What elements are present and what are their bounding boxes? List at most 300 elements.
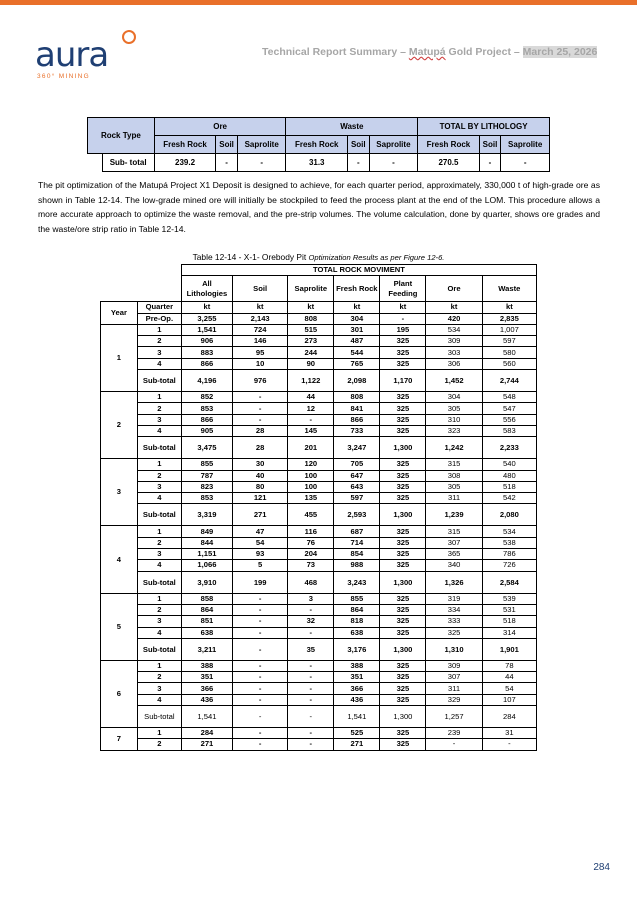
table-cell: 480 (482, 470, 536, 481)
table-cell: 1,007 (482, 324, 536, 335)
header-title-prefix: Technical Report Summary – (262, 46, 409, 58)
subtotal-cell: 1,541 (334, 706, 380, 728)
table-cell: - (426, 739, 482, 750)
table-cell: 864 (181, 604, 232, 615)
table-cell: - (288, 672, 334, 683)
table-cell: 319 (426, 593, 482, 604)
table-cell: 883 (181, 347, 232, 358)
year-header: Year (101, 302, 138, 325)
table-cell: 100 (288, 481, 334, 492)
subtotal-label: Sub-total (137, 504, 181, 526)
unit-cell: kt (380, 302, 426, 313)
table-row (101, 414, 537, 425)
body-paragraph: The pit optimization of the Matupá Project X1 Deposit is designed to achieve, for each quarter period, approximately, 330,000 t of high-grade ore as shown in Table 12-14. The low-grade mined ore will initially be stockpiled to feed the process plant at the end of the LOM. This procedure allows a more accurate approach to optimize the waste removal, and the pre-strip volumes. The volume calculation, done by quarter, shows ore grades and the waste/ore strip ratio in Table 12-14. (38, 180, 600, 234)
table-cell: - (501, 154, 550, 172)
table-cell: 724 (233, 324, 288, 335)
subtotal-cell: 1,452 (426, 370, 482, 392)
table-cell: 309 (426, 336, 482, 347)
table-cell: 325 (380, 403, 426, 414)
table-cell: 597 (334, 493, 380, 504)
table-cell: 120 (288, 459, 334, 470)
subtotal-cell: - (233, 706, 288, 728)
quarter-cell: 2 (137, 336, 181, 347)
table-cell: - (233, 392, 288, 403)
table-cell: - (479, 154, 501, 172)
subtotal-label: Sub-total (137, 706, 181, 728)
table-cell: - (233, 414, 288, 425)
subtotal-cell: 1,257 (426, 706, 482, 728)
table-cell: 73 (288, 560, 334, 571)
table-cell: - (482, 739, 536, 750)
table-cell: 121 (233, 493, 288, 504)
table-cell: 714 (334, 537, 380, 548)
total-rock-movement-header: TOTAL ROCK MOVIMENT (181, 265, 536, 276)
subtotal-cell: 976 (233, 370, 288, 392)
table-cell: 638 (181, 627, 232, 638)
subtotal-row (101, 370, 537, 392)
table-cell: 76 (288, 537, 334, 548)
table-cell: 864 (334, 604, 380, 615)
table-cell: 851 (181, 616, 232, 627)
table-cell: 556 (482, 414, 536, 425)
table-cell: 271 (334, 739, 380, 750)
subtotal-cell: - (233, 638, 288, 660)
subtotal-cell: 2,744 (482, 370, 536, 392)
subtotal-cell: 3,211 (181, 638, 232, 660)
table-row (101, 660, 537, 671)
table-row (101, 694, 537, 705)
table-cell: 2,143 (233, 313, 288, 324)
lithology-subheader: Soil (347, 136, 369, 154)
table-cell: - (233, 593, 288, 604)
quarter-header: Quarter (137, 302, 181, 313)
quarter-cell: 1 (137, 728, 181, 739)
table-cell: - (288, 660, 334, 671)
table-cell: 726 (482, 560, 536, 571)
table-cell: 325 (380, 728, 426, 739)
table-row (101, 616, 537, 627)
table-cell: 325 (380, 526, 426, 537)
table-cell: 852 (181, 392, 232, 403)
subtotal-cell: 3,910 (181, 571, 232, 593)
logo-ring-icon (122, 30, 136, 44)
subtotal-cell: 468 (288, 571, 334, 593)
table-cell: 855 (181, 459, 232, 470)
rock-type-header: Rock Type (88, 118, 155, 154)
table-cell: 3 (288, 593, 334, 604)
table-cell: 12 (288, 403, 334, 414)
table-cell: 40 (233, 470, 288, 481)
table-row (101, 493, 537, 504)
quarter-cell: 2 (137, 739, 181, 750)
table-cell: - (233, 403, 288, 414)
table-cell: 273 (288, 336, 334, 347)
subtotal-cell: 3,319 (181, 504, 232, 526)
quarter-cell: 2 (137, 537, 181, 548)
quarter-cell: 3 (137, 683, 181, 694)
subtotal-cell: 1,326 (426, 571, 482, 593)
table-cell: 547 (482, 403, 536, 414)
table-cell: 538 (482, 537, 536, 548)
table-cell: 638 (334, 627, 380, 638)
table-cell: 284 (181, 728, 232, 739)
table-cell: - (233, 683, 288, 694)
table-cell: 307 (426, 537, 482, 548)
table-cell: - (233, 694, 288, 705)
year-cell: 3 (101, 459, 138, 526)
table-cell: 311 (426, 493, 482, 504)
table-cell: 849 (181, 526, 232, 537)
table-cell: 1,151 (181, 549, 232, 560)
table-row (101, 728, 537, 739)
table-cell: 315 (426, 526, 482, 537)
table-cell: - (233, 627, 288, 638)
table-cell: 146 (233, 336, 288, 347)
subtotal-cell: 271 (233, 504, 288, 526)
table-cell: 1,066 (181, 560, 232, 571)
subtotal-cell: 3,176 (334, 638, 380, 660)
subtotal-label: Sub-total (137, 437, 181, 459)
table-cell: 325 (380, 593, 426, 604)
table-cell: 988 (334, 560, 380, 571)
subtotal-cell: 28 (233, 437, 288, 459)
header-accent-bar (0, 0, 637, 5)
table-cell: 311 (426, 683, 482, 694)
table-cell: 325 (380, 694, 426, 705)
table-cell: 325 (380, 347, 426, 358)
table-cell: 334 (426, 604, 482, 615)
table-row (101, 672, 537, 683)
table-row (101, 403, 537, 414)
table-cell: 135 (288, 493, 334, 504)
table-cell: 436 (181, 694, 232, 705)
year-cell: 4 (101, 526, 138, 593)
table-cell: 32 (288, 616, 334, 627)
table-cell: - (237, 154, 286, 172)
table-cell: 765 (334, 358, 380, 369)
column-header: Fresh Rock (334, 276, 380, 302)
quarter-cell: 2 (137, 403, 181, 414)
preop-label: Pre-Op. (137, 313, 181, 324)
table-cell: 560 (482, 358, 536, 369)
table-cell: 388 (334, 660, 380, 671)
quarter-cell: 4 (137, 493, 181, 504)
table-cell: 325 (380, 459, 426, 470)
subtotal-row (101, 504, 537, 526)
table-cell: 515 (288, 324, 334, 335)
table-cell: 823 (181, 481, 232, 492)
table-cell: 325 (380, 683, 426, 694)
table-row (101, 537, 537, 548)
table-cell: 325 (380, 493, 426, 504)
blank-cell (101, 265, 182, 276)
table-cell: 54 (233, 537, 288, 548)
subtotal-cell: 3,247 (334, 437, 380, 459)
table-cell: 239 (426, 728, 482, 739)
table-cell: 309 (426, 660, 482, 671)
table-cell: 95 (233, 347, 288, 358)
table-cell: 366 (181, 683, 232, 694)
quarter-cell: 4 (137, 425, 181, 436)
table-cell: - (233, 616, 288, 627)
table-row (101, 425, 537, 436)
lithology-subheader: Saprolite (237, 136, 286, 154)
table-cell: 866 (181, 358, 232, 369)
table-cell: 306 (426, 358, 482, 369)
table-cell: 518 (482, 616, 536, 627)
year-cell: 5 (101, 593, 138, 660)
table-row (101, 604, 537, 615)
table-cell: 325 (380, 560, 426, 571)
quarter-cell: 1 (137, 392, 181, 403)
table-cell: 301 (334, 324, 380, 335)
table-row (101, 470, 537, 481)
table-cell: - (380, 313, 426, 324)
subtotal-cell: 1,122 (288, 370, 334, 392)
table-cell: 325 (380, 627, 426, 638)
quarter-cell: 1 (137, 660, 181, 671)
table-cell: 854 (334, 549, 380, 560)
logo-wordmark: aura (35, 35, 109, 75)
table-cell: 325 (380, 604, 426, 615)
table-cell: 534 (482, 526, 536, 537)
table-cell: - (233, 604, 288, 615)
table-caption (0, 252, 637, 262)
subtotal-cell: 2,593 (334, 504, 380, 526)
table-cell: 542 (482, 493, 536, 504)
subtotal-cell: 199 (233, 571, 288, 593)
subtotal-cell: 2,098 (334, 370, 380, 392)
table-cell: 705 (334, 459, 380, 470)
table-cell: 195 (380, 324, 426, 335)
subtotal-row (101, 706, 537, 728)
table-cell: 853 (181, 403, 232, 414)
table-cell: 518 (482, 481, 536, 492)
subtotal-cell: 1,242 (426, 437, 482, 459)
lithology-subheader: Saprolite (369, 136, 418, 154)
table-row (101, 324, 537, 335)
table-cell: 580 (482, 347, 536, 358)
table-cell: 303 (426, 347, 482, 358)
table-cell: 145 (288, 425, 334, 436)
table-cell: 325 (380, 616, 426, 627)
logo-tagline: 360° MINING (37, 73, 91, 80)
subtotal-cell: 1,170 (380, 370, 426, 392)
header-date: March 25, 2026 (522, 46, 598, 58)
quarter-cell: 3 (137, 347, 181, 358)
table-cell: 340 (426, 560, 482, 571)
unit-cell: kt (334, 302, 380, 313)
table-cell: 808 (288, 313, 334, 324)
table-cell: 2,835 (482, 313, 536, 324)
table-cell: - (233, 672, 288, 683)
table-cell: 351 (181, 672, 232, 683)
table-row (101, 392, 537, 403)
table-row (101, 560, 537, 571)
table-cell: 687 (334, 526, 380, 537)
subtotal-label: Sub-total (137, 571, 181, 593)
quarter-cell: 2 (137, 470, 181, 481)
lithology-subheader: Soil (216, 136, 238, 154)
table-cell: - (216, 154, 238, 172)
ore-header: Ore (154, 118, 286, 136)
subtotal-cell: 1,541 (181, 706, 232, 728)
table-cell: 93 (233, 549, 288, 560)
total-by-lithology-header: TOTAL BY LITHOLOGY (418, 118, 550, 136)
table-cell: 548 (482, 392, 536, 403)
quarter-cell: 1 (137, 593, 181, 604)
table-cell: 420 (426, 313, 482, 324)
table-cell: 31 (482, 728, 536, 739)
column-header: All Lithologies (181, 276, 232, 302)
quarter-cell: 3 (137, 481, 181, 492)
table-cell: 643 (334, 481, 380, 492)
quarter-cell: 4 (137, 560, 181, 571)
table-cell: 244 (288, 347, 334, 358)
lithology-subheader: Fresh Rock (286, 136, 348, 154)
table-cell: 333 (426, 616, 482, 627)
lithology-summary-table (87, 117, 550, 172)
quarter-cell: 4 (137, 694, 181, 705)
table-cell: 487 (334, 336, 380, 347)
table-cell: 325 (380, 549, 426, 560)
table-cell: - (288, 694, 334, 705)
subtotal-row (101, 571, 537, 593)
table-cell: 844 (181, 537, 232, 548)
subtotal-cell: 35 (288, 638, 334, 660)
table-cell: 5 (233, 560, 288, 571)
table-cell: 808 (334, 392, 380, 403)
table-cell: 204 (288, 549, 334, 560)
table-cell: 308 (426, 470, 482, 481)
table-cell: 325 (380, 392, 426, 403)
aura-logo (35, 30, 145, 80)
table-row (101, 739, 537, 750)
table-cell: 325 (380, 358, 426, 369)
table-cell: 307 (426, 672, 482, 683)
column-header: Saprolite (288, 276, 334, 302)
table-row (101, 347, 537, 358)
table-cell: 597 (482, 336, 536, 347)
unit-cell: kt (482, 302, 536, 313)
lithology-subheader: Soil (479, 136, 501, 154)
quarter-cell: 4 (137, 358, 181, 369)
year-cell: 6 (101, 660, 138, 727)
table-cell: 905 (181, 425, 232, 436)
table-cell: 325 (380, 537, 426, 548)
table-cell: 3,255 (181, 313, 232, 324)
table-cell: 54 (482, 683, 536, 694)
lithology-subheader: Fresh Rock (418, 136, 480, 154)
table-cell: 1,541 (181, 324, 232, 335)
pit-optimization-table (100, 264, 537, 751)
table-cell: 10 (233, 358, 288, 369)
subtotal-cell: 455 (288, 504, 334, 526)
table-cell: 44 (288, 392, 334, 403)
unit-cell: kt (288, 302, 334, 313)
table-cell: - (233, 739, 288, 750)
table-cell: - (233, 660, 288, 671)
column-header: Ore (426, 276, 482, 302)
table-row (101, 336, 537, 347)
table-cell: 90 (288, 358, 334, 369)
quarter-cell: 1 (137, 459, 181, 470)
table-cell: 304 (334, 313, 380, 324)
table-cell: 540 (482, 459, 536, 470)
table-row (101, 481, 537, 492)
subtotal-cell: 4,196 (181, 370, 232, 392)
table-cell: 583 (482, 425, 536, 436)
page-number: 284 (593, 862, 610, 873)
column-header: Plant Feeding (380, 276, 426, 302)
table-row (101, 526, 537, 537)
unit-cell: kt (181, 302, 232, 313)
subtotal-cell: 3,475 (181, 437, 232, 459)
table-cell: 647 (334, 470, 380, 481)
lithology-subheader: Saprolite (501, 136, 550, 154)
table-cell: - (288, 627, 334, 638)
table-cell: 28 (233, 425, 288, 436)
subtotal-cell: 1,239 (426, 504, 482, 526)
table-cell: 325 (380, 481, 426, 492)
table-cell: 78 (482, 660, 536, 671)
table-cell: 855 (334, 593, 380, 604)
table-cell: 366 (334, 683, 380, 694)
table-cell: 818 (334, 616, 380, 627)
table-cell: 786 (482, 549, 536, 560)
table-cell: 858 (181, 593, 232, 604)
quarter-cell: 4 (137, 627, 181, 638)
header-title-mid: Gold Project – (445, 46, 523, 58)
waste-header: Waste (286, 118, 418, 136)
table-cell: 314 (482, 627, 536, 638)
table-row (101, 627, 537, 638)
table-cell: 365 (426, 549, 482, 560)
subtotal-cell: 1,300 (380, 571, 426, 593)
quarter-cell: 3 (137, 414, 181, 425)
table-cell: 304 (426, 392, 482, 403)
lithology-subheader: Fresh Rock (154, 136, 216, 154)
table-cell: 100 (288, 470, 334, 481)
table-cell: 329 (426, 694, 482, 705)
subtotal-cell: 1,300 (380, 437, 426, 459)
table-cell: 525 (334, 728, 380, 739)
subtotal-cell: 1,300 (380, 706, 426, 728)
table-cell: 531 (482, 604, 536, 615)
table-cell: - (288, 414, 334, 425)
subtotal-cell: 1,300 (380, 504, 426, 526)
table-cell: 436 (334, 694, 380, 705)
blank-cell (101, 276, 182, 302)
table-row (101, 459, 537, 470)
caption-main: Table 12-14 - X-1- Orebody Pit (192, 252, 309, 262)
table-cell: 305 (426, 481, 482, 492)
table-cell: 325 (380, 672, 426, 683)
table-cell: 539 (482, 593, 536, 604)
table-cell: 325 (380, 336, 426, 347)
table-cell: 351 (334, 672, 380, 683)
table-cell: - (288, 728, 334, 739)
unit-cell: kt (426, 302, 482, 313)
table-cell: 116 (288, 526, 334, 537)
subtotal-row (101, 437, 537, 459)
table-cell: 733 (334, 425, 380, 436)
table-cell: 544 (334, 347, 380, 358)
table-row (101, 683, 537, 694)
table-cell: 853 (181, 493, 232, 504)
subtotal-label: Sub-total (137, 638, 181, 660)
table-cell: 325 (380, 739, 426, 750)
